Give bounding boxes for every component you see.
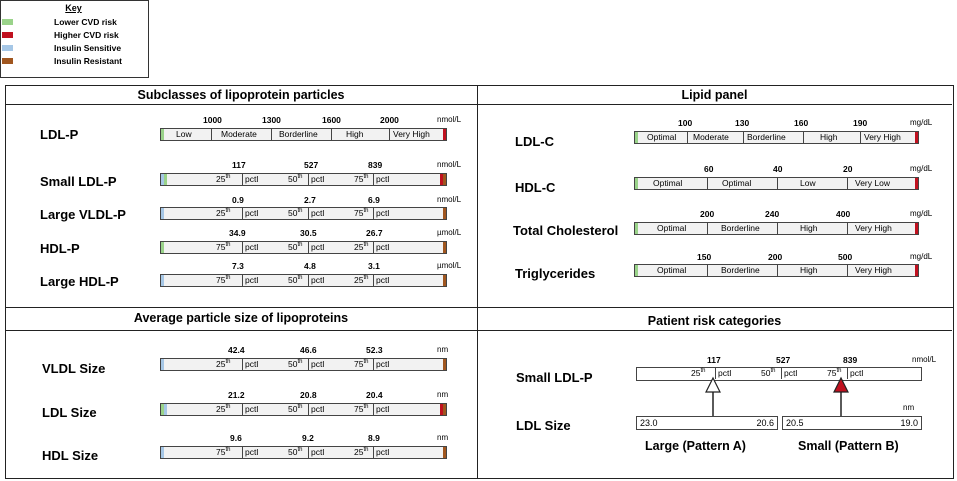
tick: 200 bbox=[700, 209, 715, 219]
tick: 20.8 bbox=[300, 390, 317, 400]
pctl-label: pctl bbox=[376, 208, 390, 218]
segment: Borderline bbox=[747, 132, 786, 142]
segment: High bbox=[800, 223, 818, 233]
pctl-value: 50 bbox=[288, 447, 298, 457]
tick: 7.3 bbox=[232, 261, 244, 271]
segment: Optimal bbox=[722, 178, 752, 188]
segment: Very High bbox=[864, 132, 901, 142]
pattern-a-arrow bbox=[706, 378, 720, 417]
pctl-label: pctl bbox=[311, 275, 325, 285]
cap-insulin-resistant bbox=[443, 404, 446, 415]
pctl-value: 50 bbox=[288, 208, 298, 218]
unit: nmol/L bbox=[912, 355, 937, 364]
pattern-b-max: 19.0 bbox=[900, 418, 918, 428]
cap-higher-cvd bbox=[915, 178, 918, 189]
row-label-hdl-size: HDL Size bbox=[42, 448, 99, 463]
tick: 839 bbox=[843, 355, 858, 365]
segment: Borderline bbox=[721, 223, 760, 233]
pctl-value: 75 bbox=[216, 242, 226, 252]
pctl-value: 50 bbox=[288, 359, 298, 369]
pctl-label: pctl bbox=[376, 174, 390, 184]
tick: 1000 bbox=[203, 115, 222, 125]
tick: 0.9 bbox=[232, 195, 244, 205]
cap-insulin-resistant bbox=[443, 174, 446, 185]
pctl-label: pctl bbox=[784, 368, 798, 378]
legend-key: Key Lower CVD risk Higher CVD risk Insulin Sensitive Insulin Resistant bbox=[0, 0, 149, 78]
pctl-label: pctl bbox=[245, 174, 259, 184]
unit: nm bbox=[437, 390, 449, 399]
tick: 6.9 bbox=[368, 195, 380, 205]
cap-higher-cvd bbox=[915, 265, 918, 276]
tick: 20 bbox=[843, 164, 853, 174]
swatch-insulin-sensitive bbox=[2, 45, 13, 51]
row-label-ldl-p: LDL-P bbox=[40, 127, 79, 142]
swatch-higher-cvd bbox=[2, 32, 13, 38]
row-label-large-hdl-p: Large HDL-P bbox=[40, 274, 119, 289]
unit: nmol/L bbox=[437, 160, 462, 169]
row-label-vldl-size: VLDL Size bbox=[42, 361, 106, 376]
swatch-lower-cvd bbox=[2, 19, 13, 25]
range-bar-large-vldl-p: 25th pctl 50th pctl 75th pctl bbox=[160, 207, 447, 220]
row-label-risk-ldl-size: LDL Size bbox=[516, 418, 571, 433]
row-label-hdl-c: HDL-C bbox=[515, 180, 556, 195]
pctl-label: pctl bbox=[718, 368, 732, 378]
panel-title-risk: Patient risk categories bbox=[647, 314, 782, 328]
tick: 527 bbox=[776, 355, 791, 365]
unit: mg/dL bbox=[910, 118, 933, 127]
swatch-insulin-resistant bbox=[2, 58, 13, 64]
pctl-value: 25 bbox=[354, 447, 364, 457]
segment: High bbox=[820, 132, 838, 142]
tick: 200 bbox=[768, 252, 783, 262]
tick: 60 bbox=[704, 164, 714, 174]
pattern-b-arrow bbox=[834, 378, 848, 417]
tick: 190 bbox=[853, 118, 868, 128]
pctl-value: 25 bbox=[216, 404, 226, 414]
cap-lower-cvd bbox=[161, 242, 164, 253]
pattern-b-min: 20.5 bbox=[786, 418, 804, 428]
segment: Moderate bbox=[693, 132, 729, 142]
unit: mg/dL bbox=[910, 209, 933, 218]
cap-higher-cvd bbox=[443, 129, 446, 140]
unit: nmol/L bbox=[437, 115, 462, 124]
segment: High bbox=[346, 129, 364, 139]
tick: 30.5 bbox=[300, 228, 317, 238]
range-bar-total-cholesterol bbox=[634, 222, 919, 235]
cap-lower-cvd bbox=[635, 132, 638, 143]
tick: 117 bbox=[232, 160, 246, 170]
pctl-value: 75 bbox=[827, 368, 837, 378]
cap-higher-cvd bbox=[915, 223, 918, 234]
tick: 46.6 bbox=[300, 345, 317, 355]
tick: 3.1 bbox=[368, 261, 380, 271]
pattern-a-box bbox=[636, 416, 778, 430]
unit: mg/dL bbox=[910, 252, 933, 261]
tick: 2000 bbox=[380, 115, 399, 125]
pctl-value: 50 bbox=[288, 174, 298, 184]
cap-lower-cvd bbox=[161, 129, 164, 140]
pctl-label: pctl bbox=[245, 208, 259, 218]
pctl-value: 25 bbox=[354, 242, 364, 252]
cap-insulin-sensitive bbox=[161, 208, 164, 219]
unit: nm bbox=[903, 403, 915, 412]
unit: nm bbox=[437, 433, 449, 442]
pctl-value: 50 bbox=[288, 275, 298, 285]
row-label-large-vldl-p: Large VLDL-P bbox=[40, 207, 126, 222]
pctl-value: 25 bbox=[216, 208, 226, 218]
range-bar-triglycerides bbox=[634, 264, 919, 277]
pctl-label: pctl bbox=[311, 404, 325, 414]
pctl-value: 75 bbox=[354, 359, 364, 369]
tick: 100 bbox=[678, 118, 693, 128]
tick: 1300 bbox=[262, 115, 281, 125]
row-label-triglycerides: Triglycerides bbox=[515, 266, 596, 281]
segment: Low bbox=[800, 178, 816, 188]
pctl-label: pctl bbox=[311, 174, 325, 184]
tick: 20.4 bbox=[366, 390, 383, 400]
segment: Optimal bbox=[657, 223, 687, 233]
panel-title-sizes: Average particle size of lipoproteins bbox=[133, 311, 349, 325]
cap-lower-cvd bbox=[635, 223, 638, 234]
cap-insulin-sensitive bbox=[161, 275, 164, 286]
cap-insulin-sensitive bbox=[161, 359, 164, 370]
cap-insulin-resistant bbox=[443, 275, 446, 286]
cap-insulin-resistant bbox=[443, 359, 446, 370]
cap-insulin-resistant bbox=[443, 447, 446, 458]
pctl-label: pctl bbox=[376, 242, 390, 252]
tick: 150 bbox=[697, 252, 712, 262]
segment: High bbox=[800, 265, 818, 275]
tick: 160 bbox=[794, 118, 809, 128]
pctl-value: 75 bbox=[354, 174, 364, 184]
pctl-label: pctl bbox=[245, 275, 259, 285]
segment: Optimal bbox=[653, 178, 683, 188]
range-bar-hdl-size: 75th pctl 50th pctl 25th pctl bbox=[160, 446, 447, 459]
tick: 34.9 bbox=[229, 228, 246, 238]
tick: 2.7 bbox=[304, 195, 316, 205]
pctl-label: pctl bbox=[376, 447, 390, 457]
tick: 8.9 bbox=[368, 433, 380, 443]
pctl-label: pctl bbox=[311, 447, 325, 457]
tick: 9.2 bbox=[302, 433, 314, 443]
unit: nmol/L bbox=[437, 195, 462, 204]
segment: Borderline bbox=[721, 265, 760, 275]
unit: mg/dL bbox=[910, 164, 933, 173]
tick: 1600 bbox=[322, 115, 341, 125]
risk-arrows bbox=[600, 376, 920, 421]
row-label-ldl-size: LDL Size bbox=[42, 405, 97, 420]
segment: Optimal bbox=[647, 132, 677, 142]
pctl-value: 50 bbox=[288, 404, 298, 414]
range-bar-ldl-c bbox=[634, 131, 919, 144]
pctl-value: 75 bbox=[354, 208, 364, 218]
row-label-small-ldl-p: Small LDL-P bbox=[40, 174, 117, 189]
segment: Low bbox=[176, 129, 192, 139]
tick: 117 bbox=[707, 355, 721, 365]
cap-lower-cvd bbox=[164, 174, 167, 185]
pctl-value: 25 bbox=[691, 368, 701, 378]
pattern-b-caption: Small (Pattern B) bbox=[798, 439, 899, 453]
pattern-a-max: 20.6 bbox=[756, 418, 774, 428]
pctl-label: pctl bbox=[311, 242, 325, 252]
pattern-a-min: 23.0 bbox=[640, 418, 658, 428]
cap-insulin-sensitive bbox=[161, 447, 164, 458]
range-bar-ldl-p bbox=[160, 128, 447, 141]
unit: nm bbox=[437, 345, 449, 354]
cap-higher-cvd bbox=[915, 132, 918, 143]
cap-insulin-resistant bbox=[443, 242, 446, 253]
pctl-value: 50 bbox=[761, 368, 771, 378]
tick: 42.4 bbox=[228, 345, 245, 355]
unit: µmol/L bbox=[437, 228, 462, 237]
pctl-label: pctl bbox=[311, 359, 325, 369]
segment: Very High bbox=[855, 223, 892, 233]
pctl-label: pctl bbox=[245, 242, 259, 252]
segment: Very Low bbox=[855, 178, 890, 188]
tick: 527 bbox=[304, 160, 319, 170]
pctl-value: 75 bbox=[216, 447, 226, 457]
cap-insulin-sensitive bbox=[164, 404, 167, 415]
range-bar-large-hdl-p: 75th pctl 50th pctl 25th pctl bbox=[160, 274, 447, 287]
cap-insulin-resistant bbox=[443, 208, 446, 219]
tick: 40 bbox=[773, 164, 783, 174]
tick: 4.8 bbox=[304, 261, 316, 271]
tick: 130 bbox=[735, 118, 750, 128]
pctl-value: 75 bbox=[216, 275, 226, 285]
unit: µmol/L bbox=[437, 261, 462, 270]
row-label-total-cholesterol: Total Cholesterol bbox=[513, 223, 619, 238]
range-bar-hdl-p: 75th pctl 50th pctl 25th pctl bbox=[160, 241, 447, 254]
pctl-label: pctl bbox=[376, 359, 390, 369]
row-label-risk-small-ldl-p: Small LDL-P bbox=[516, 370, 593, 385]
pctl-value: 25 bbox=[354, 275, 364, 285]
pattern-a-caption: Large (Pattern A) bbox=[645, 439, 746, 453]
panel-title-subclasses: Subclasses of lipoprotein particles bbox=[137, 88, 345, 102]
tick: 9.6 bbox=[230, 433, 242, 443]
tick: 240 bbox=[765, 209, 780, 219]
row-label-ldl-c: LDL-C bbox=[515, 134, 554, 149]
row-label-hdl-p: HDL-P bbox=[40, 241, 80, 256]
segment: Moderate bbox=[221, 129, 257, 139]
pctl-value: 75 bbox=[354, 404, 364, 414]
legend-title: Key bbox=[65, 3, 82, 13]
tick: 839 bbox=[368, 160, 383, 170]
tick: 500 bbox=[838, 252, 853, 262]
segment: Very High bbox=[393, 129, 430, 139]
pctl-label: pctl bbox=[311, 208, 325, 218]
tick: 52.3 bbox=[366, 345, 383, 355]
cap-lower-cvd bbox=[635, 265, 638, 276]
range-bar-vldl-size: 25th pctl 50th pctl 75th pctl bbox=[160, 358, 447, 371]
pctl-label: pctl bbox=[850, 368, 864, 378]
pctl-value: 50 bbox=[288, 242, 298, 252]
pctl-label: pctl bbox=[376, 275, 390, 285]
range-bar-risk-small-ldl-p: 25th pctl 50th pctl 75th pctl bbox=[636, 367, 922, 381]
range-bar-hdl-c bbox=[634, 177, 919, 190]
pctl-value: 25 bbox=[216, 359, 226, 369]
pctl-label: pctl bbox=[245, 404, 259, 414]
tick: 21.2 bbox=[228, 390, 245, 400]
pattern-b-box bbox=[782, 416, 922, 430]
tick: 400 bbox=[836, 209, 851, 219]
pctl-label: pctl bbox=[245, 359, 259, 369]
segment: Borderline bbox=[279, 129, 318, 139]
pctl-label: pctl bbox=[245, 447, 259, 457]
segment: Very High bbox=[855, 265, 892, 275]
cap-lower-cvd bbox=[635, 178, 638, 189]
range-bar-small-ldl-p: 25th pctl 50th pctl 75th pctl bbox=[160, 173, 447, 186]
pctl-value: 25 bbox=[216, 174, 226, 184]
segment: Optimal bbox=[657, 265, 687, 275]
tick: 26.7 bbox=[366, 228, 383, 238]
panel-title-lipid: Lipid panel bbox=[681, 88, 748, 102]
range-bar-ldl-size: 25th pctl 50th pctl 75th pctl bbox=[160, 403, 447, 416]
pctl-label: pctl bbox=[376, 404, 390, 414]
